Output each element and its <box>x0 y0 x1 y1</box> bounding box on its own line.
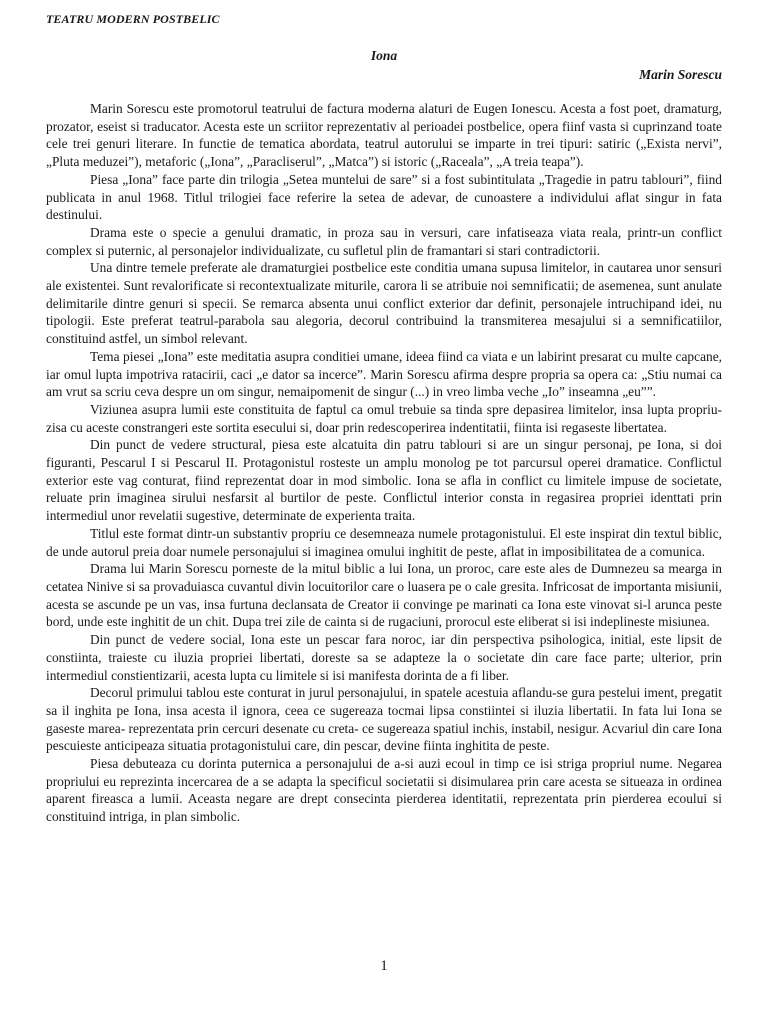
paragraph: Din punct de vedere structural, piesa este alcatuita din patru tablouri si are un singur personaj, pe Iona, si doi figuranti, Pescarul I si Pescarul II. Protagonistul rosteste un amplu monolog pe tot parcursul operei dramatice. Conflictul exterior este vag conturat, fiind reprezentat doar in mod simbolic. Iona se afla in conflict cu limitele impuse de societate, reluate prin imaginea sirului nesfarsit al burtilor de peste. Conflictul interior consta in regasirea propriei identtati prin intermediul unor revelatii sugestive, determinate de experienta traita. <box>46 437 722 524</box>
document-title: Iona <box>370 48 398 63</box>
paragraph: Piesa „Iona” face parte din trilogia „Setea muntelui de sare” si a fost subintitulata „Tragedie in patru tablouri”, fiind publicata in anul 1968. Titlul trilogiei face referire la setea de adevar, de cunoastere a individului aflat singur in fata destinului. <box>46 171 722 223</box>
paragraph: Drama lui Marin Sorescu porneste de la mitul biblic a lui Iona, un proroc, care este ales de Dumnezeu sa mearga in cetatea Ninive si sa provaduiasca cuvantul divin locuitorilor care o luasera pe o cale gresita. Infricosat de importanta misiunii, acesta se ascunde pe un vas, insa furtuna declansata de Creator ii convinge pe marinati ca Iona este vinovat si-l arunca peste bord, unde este inghitit de un chit. Dupa trei zile de cainta si de rugaciuni, prorocul este eliberat si isi indeplineste misiunea. <box>46 561 722 630</box>
paragraph: Titlul este format dintr-un substantiv propriu ce desemneaza numele protagonistului. El este inspirat din textul biblic, de unde autorul preia doar numele personajului si imaginea omului inghitit de peste, aflat in imposibilitatea de a comunica. <box>46 525 722 559</box>
author-name: Marin Sorescu <box>639 67 722 82</box>
paragraph: Decorul primului tablou este conturat in jurul personajului, in spatele acestuia aflandu-se gura pestelui iment, pregatit sa il inghita pe Iona, insa acesta il ignora, ceea ce sugereaza tocmai lipsa constiintei si iluzia libertatii. In fata lui Iona se gaseste marea- reprezentata prin cercuri desenate cu creta- ce sugereaza spatiul inchis, instabil, nesigur. Acvariul din care Iona pescuieste anticipeaza situatia protagonistului care, din pescar, devine fiinta inghitita de peste. <box>46 685 722 754</box>
running-header: TEATRU MODERN POSTBELIC <box>46 12 220 26</box>
document-body <box>46 100 722 826</box>
paragraph: Viziunea asupra lumii este constituita de faptul ca omul trebuie sa tinda spre depasirea limitelor, insa lupta propriu-zisa cu aceste constrangeri este sortita esecului si, doar prin redescoperirea indentitatii, fiinta isi regaseste libertatea. <box>46 401 722 435</box>
paragraph: Una dintre temele preferate ale dramaturgiei postbelice este conditia umana supusa limitelor, in cautarea unor sensuri ale existentei. Sunt revalorificate si recontextualizate miturile, carora li se atribuie noi semnificatii; de asemenea, sunt anulate delimitarile dintre genuri si specii. Se remarca absenta unui conflict exterior dar definit, personajele intruchipand idei, nu tipologii. Este preferat teatrul-parabola sau alegoria, decorul contribuind la transmiterea mesajului si a semnificatiilor, constituind astfel, un simbol relevant. <box>46 260 722 347</box>
page-number: 1 <box>380 958 388 974</box>
paragraph: Drama este o specie a genului dramatic, in proza sau in versuri, care infatiseaza viata reala, printr-un conflict complex si puternic, al personajelor individualizate, cu sufletul plin de framantari si stari contradictorii. <box>46 224 722 258</box>
paragraph: Din punct de vedere social, Iona este un pescar fara noroc, iar din perspectiva psihologica, initial, este lipsit de constiinta, traieste cu iluzia propriei libertati, doreste sa se adapteze la o societate din care face parte; ulterior, prin intermediul constientizarii, acesta lupta cu limitele si isi manifesta dorinta de a fi liber. <box>46 632 722 683</box>
paragraph: Tema piesei „Iona” este meditatia asupra conditiei umane, ideea fiind ca viata e un labirint presarat cu multe capcane, iar omul lupta impotriva ratacirii, caci „e dator sa incerce”. Marin Sorescu afirma despre propria sa opera ca: „Stiu numai ca am vrut sa scriu ceva despre un om singur, nemaipomenit de singur (...) in vreo limba veche „Io” inseamna „eu””. <box>46 348 722 400</box>
paragraph: Piesa debuteaza cu dorinta puternica a personajului de a-si auzi ecoul in timp ce isi striga propriul nume. Negarea propriului eu reprezinta incercarea de a se adapta la specificul societatii si disimularea prin care acesta se situeaza in ordinea aparent fireasca a lumii. Aceasta negare are drept consecinta pierderea identitatii, reprezentata prin pierderea ecoului si constituind intriga, in plan simbolic. <box>46 756 722 825</box>
paragraph: Marin Sorescu este promotorul teatrului de factura moderna alaturi de Eugen Ionescu. Acesta a fost poet, dramaturg, prozator, eseist si traducator. Acesta este un scriitor reprezentativ al perioadei postbelice, opera fiinf vasta si cuprinzand toate cele trei genuri literare. In functie de tematica abordata, teatrul autorului se imparte in trei tipuri: satiric („Exista nervi”, „Pluta meduzei”), metaforic („Iona”, „Paracliserul”, „Matca”) si istoric („Raceala”, „A treia teapa”). <box>46 101 722 170</box>
